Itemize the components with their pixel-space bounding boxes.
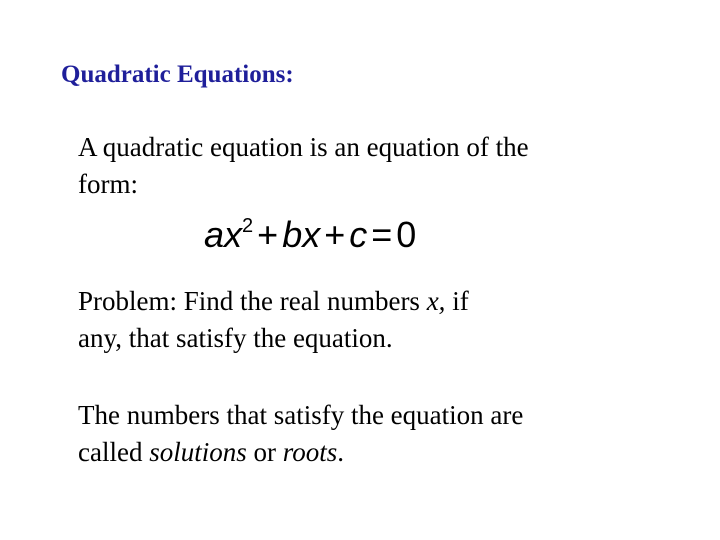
definition-line-2: form:	[78, 169, 138, 199]
eq-zero: 0	[396, 214, 417, 255]
eq-plus-2: +	[324, 214, 346, 255]
eq-coefficient-a: a	[204, 214, 225, 255]
solutions-period: .	[337, 437, 345, 467]
eq-coefficient-b: b	[282, 214, 303, 255]
solutions-paragraph	[78, 397, 523, 471]
problem-line-2: any, that satisfy the equation.	[78, 323, 393, 353]
problem-variable: x,	[426, 286, 446, 316]
eq-variable-x-2: x	[302, 214, 321, 255]
solutions-connector: or	[246, 437, 283, 467]
problem-paragraph	[78, 283, 469, 357]
problem-suffix: if	[445, 286, 469, 316]
definition-paragraph	[78, 129, 529, 203]
solutions-line-2	[78, 434, 523, 471]
definition-line-1: A quadratic equation is an equation of the	[78, 132, 529, 162]
eq-equals: =	[371, 214, 393, 255]
problem-prefix: Problem: Find the real numbers	[78, 286, 427, 316]
solutions-prefix: called	[78, 437, 150, 467]
solutions-term: solutions	[149, 437, 247, 467]
roots-term: roots	[282, 437, 338, 467]
problem-line-1	[78, 283, 469, 320]
solutions-line-1: The numbers that satisfy the equation are	[78, 400, 524, 430]
eq-constant-c: c	[349, 214, 368, 255]
quadratic-equation	[204, 209, 416, 261]
eq-variable-x: x	[224, 214, 243, 255]
eq-exponent: 2	[242, 215, 254, 237]
slide-title: Quadratic Equations:	[61, 61, 294, 88]
eq-plus-1: +	[257, 214, 279, 255]
